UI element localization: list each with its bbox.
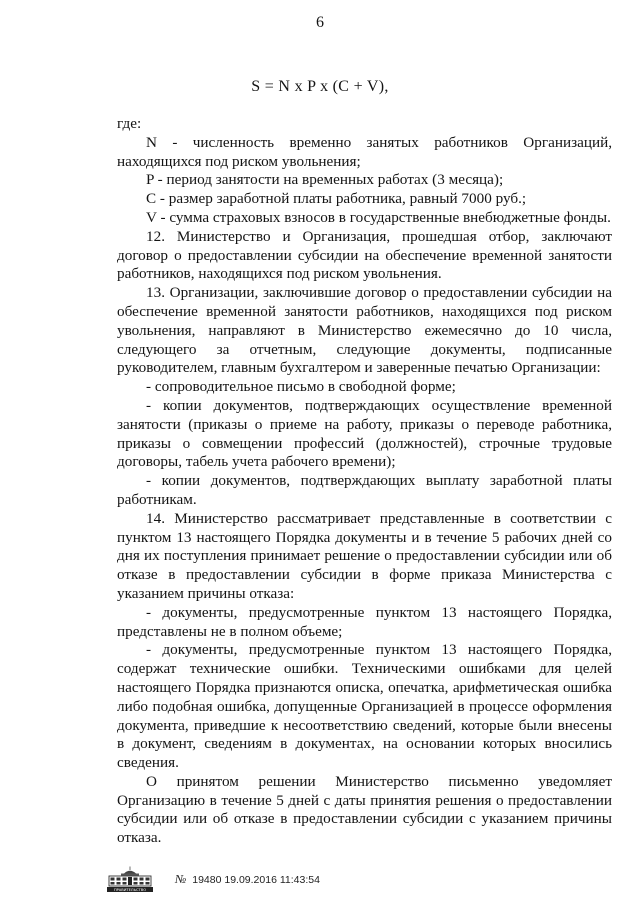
document-footer	[107, 866, 320, 892]
number-sign: №	[175, 871, 187, 886]
paragraph-definition-c: C - размер заработной платы работника, равный 7000 руб.;	[146, 190, 527, 208]
paragraph-definition-v: V - сумма страховых взносов в государственные внебюджетные фонды.	[146, 208, 611, 226]
registration-stamp-text: 19480 19.09.2016 11:43:54	[192, 873, 320, 886]
list-item-employment-documents: - копии документов, подтверждающих осуществление временной занятости (приказы о приеме на работу, приказы о переводе работника, приказы о совмещении профессий (должностей), строчные трудовые договоры, табель учета рабочего времени);	[117, 396, 612, 471]
page-number: 6	[316, 14, 324, 31]
paragraph-intro: где:	[117, 115, 142, 132]
government-building-logo-icon	[107, 866, 153, 892]
paragraph-definition-n: N - численность временно занятых работников Организаций, находящихся под риском увольнения;	[117, 133, 612, 170]
list-item-technical-errors: - документы, предусмотренные пунктом 13 настоящего Порядка, содержат технические ошибки. Техническими ошибками для целей настоящего Порядка признаются описка, опечатка, арифметическая ошибка либо подобная ошибка, допущенные Организацией в процессе оформления документа, приведшие к несоответствию сведений, которые были внесены в документ, сведениям в документах, на основании которых вносились сведения.	[117, 641, 612, 772]
paragraph-definition-p: P - период занятости на временных работах (3 месяца);	[146, 171, 504, 189]
list-item-incomplete-documents: - документы, предусмотренные пунктом 13 настоящего Порядка, представлены не в полном объеме;	[117, 603, 612, 640]
list-item-salary-documents: - копии документов, подтверждающих выплату заработной платы работникам.	[117, 472, 612, 508]
paragraph-clause-12: 12. Министерство и Организация, прошедшая отбор, заключают договор о предоставлении субсидии на обеспечение временной занятости работников, находящихся под риском увольнения.	[117, 227, 612, 283]
registration-number	[175, 872, 320, 887]
list-item-cover-letter: - сопроводительное письмо в свободной форме;	[146, 378, 456, 396]
paragraph-clause-13: 13. Организации, заключившие договор о предоставлении субсидии на обеспечение временной занятости работников, находящихся под риском увольнения, направляют в Министерство ежемесячно до 10 числа, следующего за отчетным, следующие документы, подписанные руководителем, главным бухгалтером и заверенные печатью Организации:	[117, 284, 612, 377]
paragraph-notification: О принятом решении Министерство письменно уведомляет Организацию в течение 5 дней с даты принятия решения о предоставлении субсидии или об отказе в предоставлении субсидии с указанием причины отказа.	[117, 772, 612, 847]
document-body	[117, 115, 612, 848]
paragraph-clause-14: 14. Министерство рассматривает представленные в соответствии с пунктом 13 настоящего Порядка документы и в течение 5 рабочих дней со дня их поступления принимает решение о предоставлении субсидии или об отказе в предоставлении субсидии в форме приказа Министерства с указанием причины отказа:	[117, 509, 612, 602]
logo-caption: ПРАВИТЕЛЬСТВО	[113, 888, 147, 892]
subsidy-formula: S = N x P x (C + V),	[251, 78, 389, 95]
